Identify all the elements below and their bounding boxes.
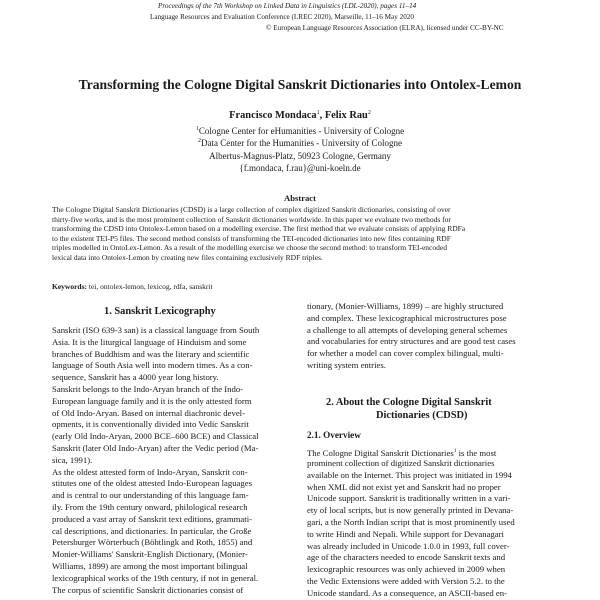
abstract-body	[52, 205, 551, 263]
section-2-heading-line2: Dictionaries (CDSD)	[376, 410, 468, 421]
text-line: and complex. These lexicographical microstructures pose	[307, 312, 507, 323]
affiliation-text: Cologne Center for eHumanities - University of Cologne	[198, 126, 405, 136]
text-line: Sanskrit belongs to the Indo-Aryan branch of the Indo-	[52, 383, 244, 394]
text-line: Williams, 1899) are among the most important bilingual	[52, 560, 248, 571]
text-line: Petersburger Wörterbuch (Böhtlingk and Roth, 1855) and	[52, 537, 253, 548]
text-line: triples modelled in OntoLex-Lemon. As a result of the modelling exercise we choose the second method: to transform TEI-encoded	[52, 243, 447, 253]
header-proceedings: Proceedings of the 7th Workshop on Linked Data in Linguistics (LDL-2020), pages 11–14	[158, 2, 417, 10]
text-line: branches of Buddhism and was the literary and scientific	[52, 348, 250, 359]
text-line: (early Old Indo-Aryan, 2000 BCE–600 BCE) and Classical	[52, 431, 259, 442]
keywords-text: tei, ontolex-lemon, lexicog, rdfa, sanskrit	[88, 282, 213, 291]
text-line: writing system entries.	[307, 359, 386, 370]
text-line: lexicographical works of the 19th century, if not in general.	[52, 572, 259, 583]
author-separator: ,	[319, 110, 325, 121]
keywords-label: Keywords:	[52, 282, 87, 291]
text-line: lexical data into Ontolex-Lemon by creating new files containing exclusively RDF triples.	[52, 252, 323, 262]
text-line: prominent collection of digitized Sanskrit dictionaries	[307, 458, 495, 468]
subsection-2-1-heading: 2.1. Overview	[307, 430, 361, 440]
text-line: European language family and it is the only attested form	[52, 395, 252, 406]
text-line: a challenge to all attempts of developing general schemes	[307, 324, 508, 335]
text-line: the Vedic Extensions were added with Version 5.2. to the	[307, 575, 505, 586]
header-conference: Language Resources and Evaluation Conference (LREC 2020), Marseille, 11–16 May 2020	[150, 13, 414, 21]
text-line: ily. From the 19th century onward, philological research	[52, 501, 248, 512]
text-line: The Cologne Digital Sanskrit Dictionaries (CDSD) is a large collection of complex digitized Sanskrit dictionaries, consisting of over	[52, 205, 451, 214]
text-line: Asia. It is the liturgical language of Hinduism and some	[52, 336, 247, 347]
text-line: thirty-five works, and is the most prominent collection of Sanskrit dictionaries worldwide. In this paper we evaluate two methods for	[52, 214, 451, 224]
author-affiliation-mark: 2	[367, 110, 371, 116]
proceedings-header	[150, 1, 592, 34]
text-line: was already included in Unicode 1.0.0 in 1993, full cover-	[307, 540, 510, 551]
text-line: ety of local scripts, but is now generally printed in Devana-	[307, 505, 514, 516]
text-line: opments, it is conventionally divided into Vedic Sanskrit	[52, 419, 249, 430]
text-line: stitutes one of the oldest attested Indo-European laguages	[52, 478, 252, 489]
text-line: produced a vast array of Sanskrit text editions, grammati-	[52, 513, 252, 524]
author-emails: {f.mondaca, f.rau}@uni-koeln.de	[239, 163, 361, 173]
text-line: sica, 1991).	[52, 454, 93, 465]
text-line: transforming the CDSD into Ontolex-Lemon based on a modelling exercise. The first method that we evaluate consists of applying RDFa	[52, 224, 466, 234]
text-line: Unicode standard. As a consequence, an ASCII-based en-	[307, 587, 507, 598]
affiliation-mark: 2	[198, 138, 202, 144]
affiliation-2	[0, 138, 600, 148]
paper-title: Transforming the Cologne Digital Sanskrit Dictionaries into Ontolex-Lemon	[78, 77, 522, 92]
section-1-body	[52, 325, 290, 596]
text-line: sequence, Sanskrit has a 4000 year long history.	[52, 372, 219, 383]
text-line: when XML did not exist yet and Sanskrit had no proper	[307, 481, 501, 492]
text-line: and is central to our understanding of this language fam-	[52, 490, 249, 501]
affiliation-text: Data Center for the Humanities - University of Cologne	[201, 138, 402, 148]
text-line: lexicographic resources was only achieved in 2009 when	[307, 564, 506, 575]
author-list	[0, 110, 600, 121]
text-line: to write Hindi and Nepali. While support for Devanagari	[307, 528, 504, 539]
text-line: Unicode support. Sanskrit is traditionally written in a vari-	[307, 493, 511, 504]
text-line: of Old Indo-Aryan. Based on internal diachronic devel-	[52, 407, 245, 418]
text-line: and vocabularies for entry structures and are good test cases	[307, 336, 516, 347]
author-affiliation-mark: 1	[316, 110, 320, 116]
keywords-line	[52, 282, 551, 291]
affiliation-mark: 1	[195, 126, 199, 132]
text-line: gari, a the North Indian script that is most prominently used	[307, 516, 515, 527]
text-line: to the existent TEI-P5 files. The second method consists of transforming the TEI-encoded dictionaries into new files containing RDF	[52, 233, 451, 243]
section-1-heading: 1. Sanskrit Lexicography	[104, 306, 216, 317]
section-2-heading-line1: 2. About the Cologne Digital Sanskrit	[326, 397, 492, 408]
text-line: Sanskrit (ISO 639-3 san) is a classical language from South	[52, 325, 260, 335]
text-line: tionary, (Monier-Williams, 1899) – are highly structured	[307, 301, 504, 311]
text-line: cal descriptions, and dictionaries. In particular, the Große	[52, 525, 252, 536]
text-line: age of the characters needed to encode Sanskrit texts and	[307, 552, 506, 563]
abstract-heading: Abstract	[284, 193, 316, 203]
text-line: The corpus of scientific Sanskrit dictionaries consist of	[52, 584, 244, 595]
footnote-mark: 1	[453, 448, 457, 454]
text-line: As the oldest attested form of Indo-Aryan, Sanskrit con-	[52, 466, 248, 477]
text-line: language of South Asia well into modern times. As a con-	[52, 360, 253, 371]
text-span: is the most	[456, 448, 497, 458]
header-license: © European Language Resources Association (ELRA), licensed under CC-BY-NC	[266, 24, 504, 32]
text-line: Monier-Williams' Sanskrit-English Dictionary, (Monier-	[52, 549, 248, 560]
text-span: The Cologne Digital Sanskrit Dictionaries	[307, 448, 454, 458]
text-line: available on the Internet. This project was initiated in 1994	[307, 469, 512, 480]
affiliation-address: Albertus-Magnus-Platz, 50923 Cologne, Germany	[209, 151, 391, 161]
author-name: Felix Rau	[324, 110, 368, 121]
affiliation-1	[0, 126, 600, 136]
text-line: for whether a model can cover complex bilingual, multi-	[307, 348, 504, 359]
author-name: Francisco Mondaca	[229, 110, 317, 121]
section-1-continued	[307, 301, 545, 372]
text-line: Sanskrit (later Old Indo-Aryan) after the Vedic period (Ma-	[52, 442, 259, 453]
subsection-2-1-body	[307, 458, 545, 600]
